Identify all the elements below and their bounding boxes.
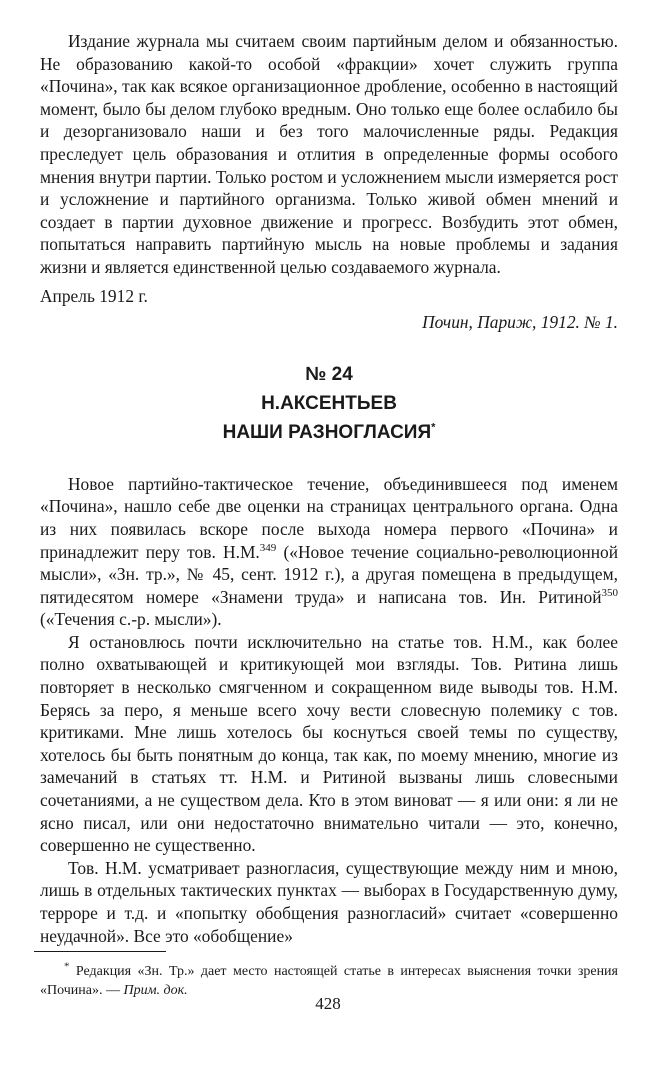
paragraph-1-text-3: («Течения с.-р. мысли»). [40, 609, 222, 630]
prev-document-source: Почин, Париж, 1912. № 1. [422, 312, 618, 333]
document-author: Н.АКСЕНТЬЕВ [261, 392, 397, 414]
document-title-line [40, 418, 618, 447]
document-paragraph-3: Тов. Н.М. усматривает разногласия, существующие между ним и мною, лишь в отдельных тактических пунктах — выборах в Государственную думу, терроре и т.д. и «попытку обобщения разногласий» считает «совершенно неудачной». Все это «обобщение» [40, 857, 618, 946]
paragraph-1-text-2: («Новое течение социально-революционной мысли», «Зн. тр.», № 45, сент. 1912 г.), а другая помещена в предыдущем, пятидесятом номере «Знамени труда» и написана тов. Ин. Ритиной [40, 541, 618, 607]
prev-document-date: Апрель 1912 г. [40, 285, 148, 306]
document-number: № 24 [305, 363, 353, 385]
paragraph-1-text-1: Новое партийно-тактическое течение, объединившееся под именем «Почина», нашло себе две оценки на страницах центрального органа. Одна из них появилась вскоре после выхода номера первого «Почина» и принадлежит перу тов. Н.М. [40, 473, 618, 562]
footnote-text: Редакция «Зн. Тр.» дает место настоящей статье в интересах выяснения точки зрения «Почина». — [40, 964, 618, 999]
endnote-ref-349: 349 [259, 541, 277, 554]
page-number: 428 [315, 994, 341, 1013]
document-header [40, 360, 618, 447]
document-paragraph-1 [40, 473, 618, 631]
endnote-ref-350: 350 [601, 586, 618, 599]
footnote-mark: * [64, 960, 70, 973]
footnote-divider [34, 951, 166, 952]
document-title-mark: * [431, 421, 436, 434]
page-body [40, 30, 618, 1000]
prev-document-paragraph: Издание журнала мы считаем своим партийным делом и обязанностью. Не образованию какой-то особой «фракции» хочет служить группа «Почина», так как всякое организационное дробление, особенно в настоящий момент, было бы делом глубоко вредным. Оно только еще более ослабило бы и дезорганизовало наши и без того малочисленные ряды. Редакция преследует цель образования и отлития в определенные формы особого мнения внутри партии. Только ростом и усложнением мысли измеряется рост и усложнение и партийного организма. Только живой обмен мнений и создает в партии духовное движение и прогресс. Возбудить этот обмен, попытаться направить партийную мысль на новые проблемы и задания жизни и является единственной целью создаваемого журнала. [40, 31, 618, 277]
document-paragraph-2: Я остановлюсь почти исключительно на статье тов. Н.М., как более полно охватывающей и критикующей мои взгляды. Тов. Ритина лишь повторяет в несколько смягченном и сокращенном виде выводы тов. Н.М. Берясь за перо, я меньше всего хочу вести словесную полемику с тов. критиками. Мне лишь хотелось бы коснуться своей темы по существу, хотелось бы быть понятным до конца, так как, по моему мнению, многие из замечаний в статьях тт. Н.М. и Ритиной вызваны лишь словесными сочетаниями, а не существом дела. Кто в этом виноват — я или они: я ли не ясно писал, или они недостаточно внимательно читали — это, конечно, совершенно не существенно. [40, 631, 618, 856]
footnote-tag: Прим. док. [123, 983, 188, 999]
document-title: НАШИ РАЗНОГЛАСИЯ [222, 421, 432, 443]
